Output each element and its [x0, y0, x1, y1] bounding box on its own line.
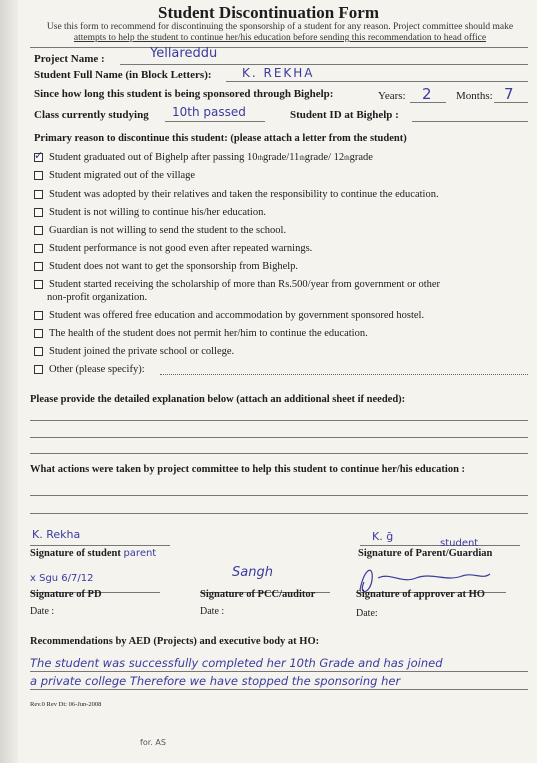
reason-text-1d: grade — [349, 152, 373, 163]
student-name-value[interactable]: K. REKHA — [242, 66, 315, 80]
reason-text-2: Student migrated out of the village — [49, 170, 196, 181]
parent-signature-correction: student — [440, 538, 479, 549]
pcc-date-label: Date : — [200, 606, 225, 617]
form-title: Student Discontinuation Form — [157, 3, 380, 22]
reason-option-3[interactable] — [34, 189, 439, 200]
class-line — [165, 121, 265, 122]
actions-line-2[interactable] — [30, 513, 528, 514]
reason-checkbox-7[interactable] — [34, 262, 43, 271]
reason-text-5: Guardian is not willing to send the student to the school. — [49, 225, 287, 236]
recommendation-text-line-2[interactable]: a private college Therefore we have stopped the sponsoring her — [30, 674, 401, 688]
years-value[interactable]: 2 — [422, 85, 432, 103]
reason-text-1c: grade/ 12 — [304, 152, 345, 163]
project-name-line — [120, 64, 528, 65]
explanation-line-1[interactable] — [30, 420, 528, 421]
recommendation-line-2 — [30, 689, 528, 690]
reason-option-10[interactable] — [34, 328, 368, 339]
reason-option-8-continued — [47, 292, 147, 303]
reason-checkbox-3[interactable] — [34, 190, 43, 199]
reason-checkbox-5[interactable] — [34, 226, 43, 235]
reason-checkbox-4[interactable] — [34, 208, 43, 217]
reasons-heading: Primary reason to discontinue this student: (please attach a letter from the student) — [34, 133, 407, 144]
reason-checkbox-9[interactable] — [34, 311, 43, 320]
reason-text-1a: Student graduated out of Bighelp after passing 10 — [49, 152, 258, 163]
parent-signature-label: Signature of Parent/Guardian — [358, 548, 493, 559]
reason-text-11: Student joined the private school or college. — [49, 346, 235, 357]
class-value[interactable]: 10th passed — [172, 105, 246, 119]
reason-option-4[interactable] — [34, 207, 266, 218]
reason-text-1b: grade/11 — [262, 152, 300, 163]
recommendation-line-1 — [30, 671, 528, 672]
reason-checkbox-8[interactable] — [34, 280, 43, 289]
reason-option-8[interactable] — [34, 279, 440, 290]
instructions-line-1 — [30, 22, 530, 33]
reason-checkbox-1[interactable] — [34, 153, 43, 162]
parent-signature: K. ḡ — [372, 530, 394, 543]
reason-sup-3: th — [344, 153, 350, 162]
months-line — [494, 102, 528, 103]
student-signature-line — [30, 545, 170, 546]
reason-checkbox-2[interactable] — [34, 171, 43, 180]
pd-signature-label: Signature of PD — [30, 589, 102, 600]
years-label: Years: — [378, 90, 406, 102]
student-id-line — [412, 121, 528, 122]
actions-heading: What actions were taken by project committee to help this student to continue her/his education : — [30, 464, 466, 475]
page-fold-shadow — [0, 0, 18, 763]
instructions-text-1: Use this form to recommend for discontinuing the sponsorship of a student for any reason. Project committee should make — [46, 22, 514, 32]
explanation-line-2[interactable] — [30, 437, 528, 438]
reason-checkbox-11[interactable] — [34, 347, 43, 356]
reason-text-4: Student is not willing to continue his/her education. — [49, 207, 266, 218]
reason-text-10: The health of the student does not permit her/him to continue the education. — [49, 328, 368, 339]
student-id-label: Student ID at Bighelp : — [290, 109, 399, 121]
reason-option-12[interactable] — [34, 364, 145, 375]
instructions-line-2 — [30, 33, 530, 44]
reason-option-6[interactable] — [34, 243, 312, 254]
project-name-value[interactable]: Yellareddu — [150, 46, 218, 61]
pcc-signature-label: Signature of PCC/auditor — [200, 589, 316, 600]
pd-signature: x Sgu 6/7/12 — [30, 573, 94, 584]
student-signature-correction: parent — [123, 548, 157, 559]
months-label: Months: — [456, 90, 493, 102]
recommendation-text-line-1[interactable]: The student was successfully completed her 10th Grade and has joined — [30, 656, 443, 670]
reason-option-9[interactable] — [34, 310, 424, 321]
rule-top — [30, 47, 528, 48]
instructions-text-2: attempts to help the student to continue her/his education before sending this recommendation to head office — [73, 33, 487, 43]
reason-text-8: Student started receiving the scholarship of more than Rs.500/year from government or other — [49, 279, 441, 290]
bottom-stamp: for. AS — [140, 738, 166, 747]
reason-option-2[interactable] — [34, 170, 195, 181]
reason-sup-1: th — [257, 153, 263, 162]
reason-text-6: Student performance is not good even after repeated warnings. — [49, 243, 313, 254]
reason-text-8-cont: non-profit organization. — [47, 292, 148, 303]
student-signature-label — [30, 548, 156, 559]
approver-date-label: Date: — [356, 608, 378, 619]
reason-option-5[interactable] — [34, 225, 286, 236]
student-name-label: Student Full Name (in Block Letters): — [34, 69, 212, 81]
other-specify-line[interactable] — [160, 374, 528, 375]
recommendations-heading: Recommendations by AED (Projects) and executive body at HO: — [30, 636, 320, 647]
revision-footer: Rev.0 Rev Dt: 06-Jun-2008 — [30, 701, 102, 708]
reason-option-1[interactable] — [34, 152, 373, 163]
reason-text-7: Student does not want to get the sponsorship from Bighelp. — [49, 261, 299, 272]
reason-sup-2: th — [299, 153, 305, 162]
student-name-line — [226, 81, 528, 82]
project-name-label: Project Name : — [34, 53, 105, 65]
reason-checkbox-10[interactable] — [34, 329, 43, 338]
pcc-signature: Sangh — [232, 565, 273, 580]
reason-checkbox-6[interactable] — [34, 244, 43, 253]
months-value[interactable]: 7 — [504, 85, 514, 103]
reason-option-7[interactable] — [34, 261, 298, 272]
student-signature-label-text: Signature of student — [30, 548, 121, 559]
pd-date-label: Date : — [30, 606, 55, 617]
duration-label: Since how long this student is being sponsored through Bighelp: — [34, 88, 334, 100]
years-line — [410, 102, 446, 103]
reason-text-12: Other (please specify): — [49, 364, 145, 375]
reason-option-11[interactable] — [34, 346, 234, 357]
student-signature: K. Rekha — [32, 528, 81, 541]
explanation-line-3[interactable] — [30, 453, 528, 454]
reason-checkbox-12[interactable] — [34, 365, 43, 374]
approver-signature-label: Signature of approver at HO — [356, 589, 485, 600]
class-label: Class currently studying — [34, 109, 149, 121]
reason-text-3: Student was adopted by their relatives and taken the responsibility to continue the education. — [49, 189, 439, 200]
actions-line-1[interactable] — [30, 495, 528, 496]
explanation-heading: Please provide the detailed explanation below (attach an additional sheet if needed): — [30, 394, 406, 405]
reason-text-9: Student was offered free education and accommodation by government sponsored hostel. — [49, 310, 425, 321]
